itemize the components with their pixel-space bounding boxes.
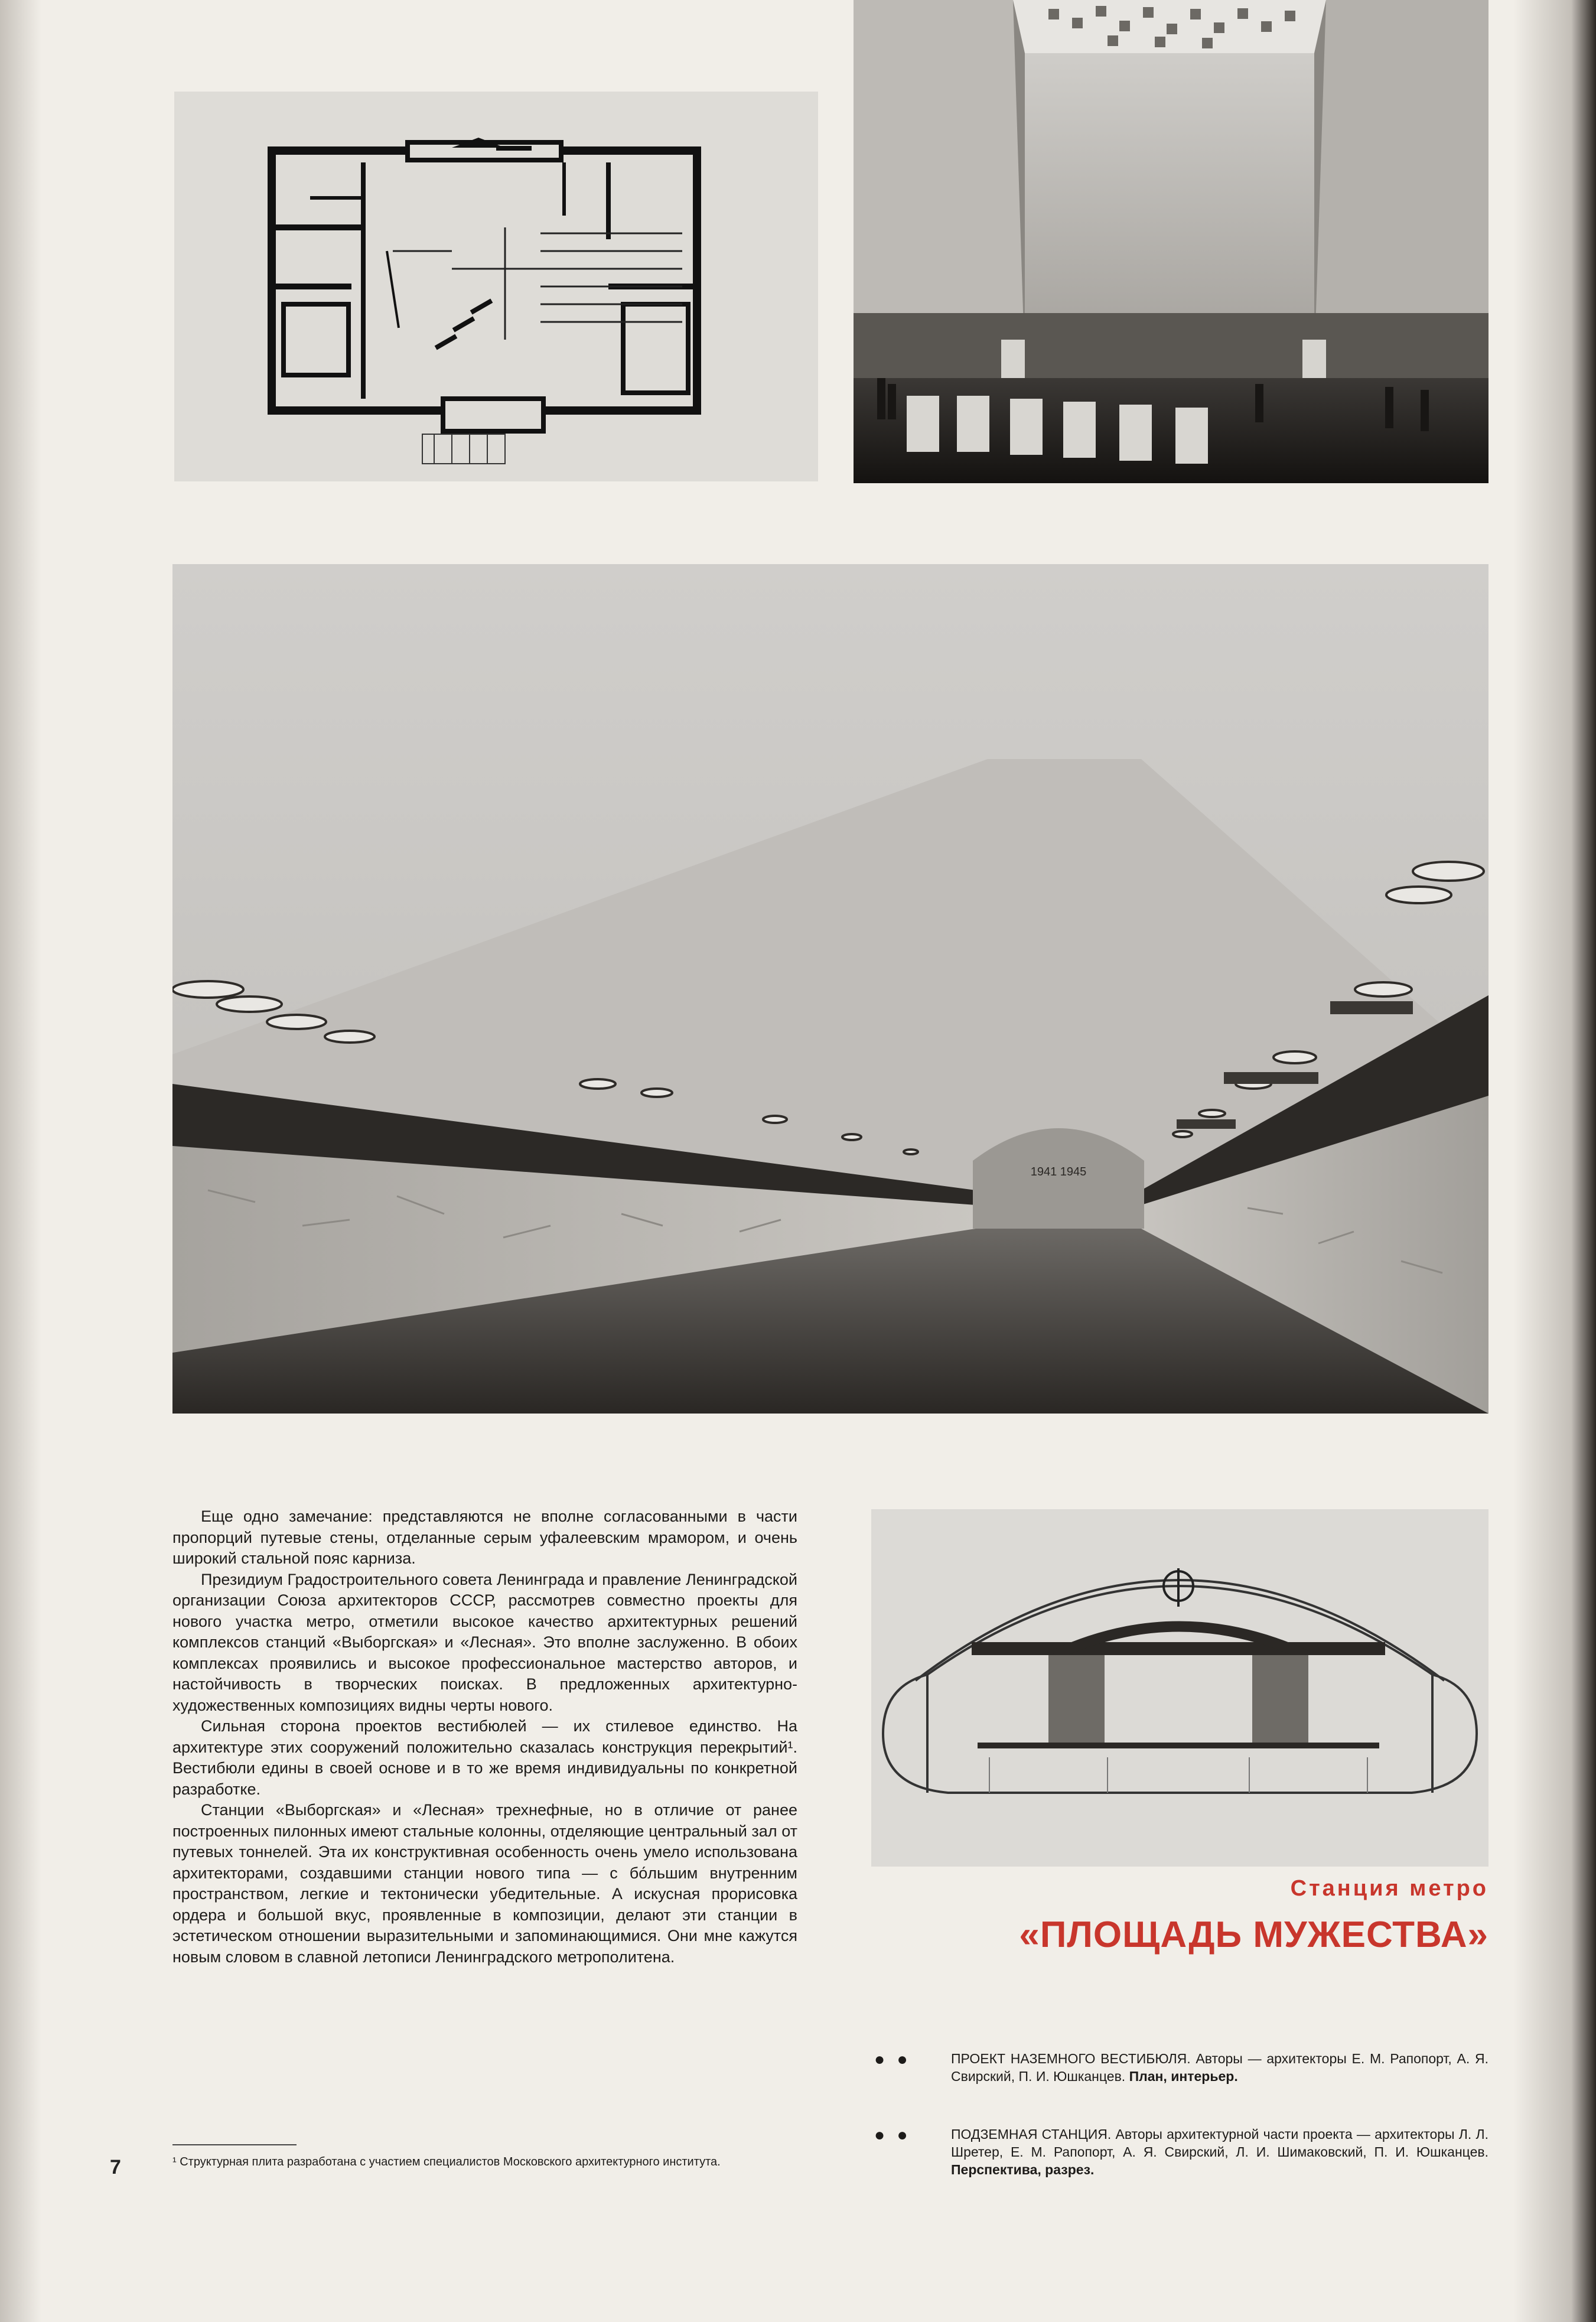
station-label: Станция метро <box>1290 1876 1488 1901</box>
article-paragraph: Сильная сторона проектов вестибюлей — их стилевое единство. На архитектуре этих сооружений положительно сказалась конструкция перекрытий¹. Вестибюли едины в своей основе и в то же время индивидуальны по конкретной разработке. <box>172 1717 797 1798</box>
article-paragraph: Еще одно замечание: представляются не вполне согласованными в части пропорций путевые стены, отделанные серым уфалеевским мрамором, и очень широкий стальной пояс карниза. <box>172 1507 797 1567</box>
caption-text: ПРОЕКТ НАЗЕМНОГО ВЕСТИБЮЛЯ. Авторы — архитекторы Е. М. Рапопорт, А. Я. Свирский, П. И. Юшканцев. <box>951 2051 1488 2084</box>
footnote-divider <box>172 2144 297 2145</box>
page-edge-left <box>0 0 41 2322</box>
vestibule-floor-plan <box>174 92 818 481</box>
article-paragraph: Президиум Градостроительного совета Ленинграда и правление Ленинградской организации Союза архитекторов СССР, рассмотрев совместно проекты для нового участка метро, отметили высокое качество архитектурных решений комплексов станций «Выборгская» и «Лесная». Это вполне заслуженно. В обоих комплексах проявились и высокое профессиональное мастерство авторов, и настойчивость в творческих поисках. В предложенных архитектурно-художественных композициях видны черты нового. <box>172 1570 797 1714</box>
underground-station-perspective <box>172 564 1488 1414</box>
article-body <box>172 1506 797 1968</box>
page-edge-right <box>1513 0 1596 2322</box>
station-cross-section <box>871 1509 1488 1867</box>
interior-drawing <box>854 0 1488 483</box>
caption-figure-ref: Перспектива, разрез. <box>951 2162 1095 2177</box>
caption-figure-ref: План, интерьер. <box>1129 2069 1238 2084</box>
page-number: 7 <box>110 2156 121 2178</box>
caption-text: ПОДЗЕМНАЯ СТАНЦИЯ. Авторы архитектурной части проекта — архитекторы Л. Л. Шретер, Е. М. Рапопорт, А. Я. Свирский, Л. И. Шимаковский, П. И. Юшканцев. <box>951 2126 1488 2160</box>
caption-bullets: ● ● <box>874 2125 911 2145</box>
caption-vestibule <box>951 2050 1488 2085</box>
vestibule-interior-perspective <box>854 0 1488 483</box>
footnote: ¹ Структурная плита разработана с участием специалистов Московского архитектурного института. <box>172 2155 721 2168</box>
caption-bullets: ● ● <box>874 2050 911 2069</box>
platform-drawing <box>172 564 1488 1414</box>
cross-section-drawing <box>871 1509 1488 1867</box>
floor-plan-drawing <box>174 92 818 481</box>
arch-emblem-years: 1941 1945 <box>1030 1165 1087 1178</box>
station-name: «ПЛОЩАДЬ МУЖЕСТВА» <box>1019 1914 1488 1955</box>
caption-underground <box>951 2125 1488 2178</box>
article-paragraph: Станции «Выборгская» и «Лесная» трехнефные, но в отличие от ранее построенных пилонных имеют стальные колонны, отделяющие центральный зал от путевых тоннелей. Эта их конструктивная особенность очень умело использована архитекторами, создавшими станции нового типа — с бо́льшим внутренним пространством, легкие и тектонически убедительные. А искусная прорисовка ордера и большой вкус, проявленные в композиции, делают эти станции в эстетическом отношении выразительными и запоминающимися. Они мне кажутся новым словом в славной летописи Ленинградского метрополитена. <box>172 1801 797 1966</box>
